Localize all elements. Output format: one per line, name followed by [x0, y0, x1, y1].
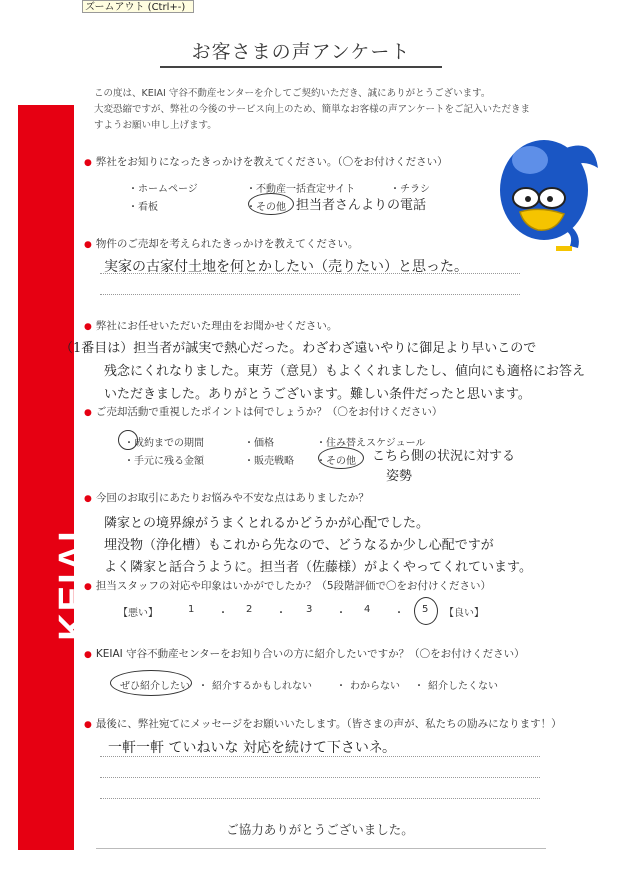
- q4-handwritten-answer-line: こちら側の状況に対する: [372, 449, 516, 464]
- rating-option-1[interactable]: 1: [188, 604, 195, 615]
- q4-option-price[interactable]: ・価格: [244, 438, 274, 449]
- q4-option-sales-strategy[interactable]: ・販売戦略: [244, 456, 294, 467]
- referral-separator: ・: [336, 681, 346, 692]
- q4-handwritten-answer-line: 姿勢: [386, 469, 413, 484]
- answer-line: [100, 294, 520, 295]
- q1-handwritten-answer: 担当者さんよりの電話: [296, 198, 427, 213]
- question-8: ● 最後に、弊社宛てにメッセージをお願いいたします。（皆さまの声が、私たちの励みになります！）: [84, 716, 562, 731]
- rating-separator: ・: [336, 608, 346, 619]
- q5-handwritten-answer-line: 隣家との境界線がうまくとれるかどうかが心配でした。: [104, 516, 430, 531]
- question-4: ● ご売却活動で重視したポイントは何でしょうか？（〇をお付けください）: [84, 404, 442, 419]
- q3-handwritten-answer-line: いただきました。ありがとうございます。難しい条件だったと思います。: [104, 387, 531, 402]
- intro-line: 大変恐縮ですが、弊社の今後のサービス向上のため、簡単なお客様の声アンケートをご記入いただきま: [94, 104, 531, 115]
- rating-option-4[interactable]: 4: [364, 604, 371, 615]
- q4-selection-circle: [318, 447, 364, 469]
- q1-option-assessment-site[interactable]: ・不動産一括査定サイト: [246, 184, 356, 195]
- q1-option-signboard[interactable]: ・看板: [128, 202, 158, 213]
- referral-option-definitely[interactable]: ぜひ紹介したい: [120, 681, 190, 692]
- q3-handwritten-answer-line: （1番目は）担当者が誠実で熱心だった。わざわざ遠いやりに御足より早いこので: [60, 341, 537, 356]
- q5-handwritten-answer-line: 埋没物（浄化槽）もこれから先なので、どうなるか少し心配ですが: [104, 538, 494, 553]
- question-1: ● 弊社をお知りになったきっかけを教えてください。（〇をお付けください）: [84, 154, 448, 169]
- question-6: ● 担当スタッフの対応や印象はいかがでしたか？（5段階評価で〇をお付けください）: [84, 578, 491, 593]
- referral-selection-circle: [110, 670, 192, 696]
- answer-line: [100, 798, 540, 799]
- referral-separator: ・: [414, 681, 424, 692]
- q4-selection-circle: [118, 430, 138, 450]
- q4-option-period[interactable]: ・成約までの期間: [124, 438, 204, 449]
- survey-title-block: [160, 38, 442, 66]
- referral-option-maybe[interactable]: 紹介するかもしれない: [212, 681, 312, 692]
- rating-separator: ・: [394, 608, 404, 619]
- q1-selection-circle: [248, 193, 294, 215]
- intro-text: [94, 86, 564, 134]
- rating-option-3[interactable]: 3: [306, 604, 313, 615]
- answer-line: [100, 756, 540, 757]
- rating-option-5[interactable]: 5: [422, 604, 429, 615]
- q4-option-schedule[interactable]: ・住み替えスケジュール: [316, 438, 426, 449]
- brand-logo-text: KEIAI: [52, 529, 94, 641]
- blue-bird-mascot-icon: [486, 128, 604, 258]
- q4-option-net-amount[interactable]: ・手元に残る金額: [124, 456, 204, 467]
- rating-label-bad: 【悪い】: [118, 608, 158, 619]
- intro-line: すようお願い申し上げます。: [94, 120, 217, 131]
- referral-option-no[interactable]: 紹介したくない: [428, 681, 498, 692]
- answer-line: [100, 777, 540, 778]
- rating-label-good: 【良い】: [444, 608, 484, 619]
- q4-option-other[interactable]: ・その他: [316, 456, 356, 467]
- q2-handwritten-answer: 実家の古家付土地を何とかしたい（売りたい）と思った。: [104, 259, 468, 275]
- survey-title: お客さまの声アンケート: [191, 41, 411, 63]
- question-7: ● KEIAI 守谷不動産センターをお知り合いの方に紹介したいですか？（〇をお付けください）: [84, 646, 525, 661]
- question-2: ● 物件のご売却を考えられたきっかけを教えてください。: [84, 236, 358, 251]
- q1-option-flyer[interactable]: ・チラシ: [390, 184, 430, 195]
- referral-option-unsure[interactable]: わからない: [350, 681, 400, 692]
- footer-divider: [96, 848, 546, 849]
- question-5: ● 今回のお取引にあたりお悩みや不安な点はありましたか？: [84, 490, 369, 505]
- question-3: ● 弊社にお任せいただいた理由をお聞かせください。: [84, 318, 337, 333]
- rating-separator: ・: [218, 608, 228, 619]
- q8-handwritten-answer: 一軒一軒 ていねいな 対応を続けて下さいネ。: [108, 740, 397, 756]
- brand-band: [18, 105, 94, 850]
- intro-line: この度は、KEIAI 守谷不動産センターを介してご契約いただき、誠にありがとうございます。: [94, 88, 491, 99]
- q3-handwritten-answer-line: 残念にくれなりました。東芳（意見）もよくくれましたし、値向にも適格にお答え: [104, 364, 586, 379]
- q1-option-homepage[interactable]: ・ホームページ: [128, 184, 198, 195]
- q5-handwritten-answer-line: よく隣家と話合うように。担当者（佐藤様）がよくやってくれています。: [104, 560, 532, 575]
- rating-option-2[interactable]: 2: [246, 604, 253, 615]
- thanks-message: ご協力ありがとうございました。: [226, 822, 414, 837]
- zoom-out-tooltip: ズームアウト (Ctrl+-): [82, 0, 194, 13]
- rating-selection-circle: [414, 597, 438, 625]
- q1-option-other[interactable]: ・その他: [246, 202, 286, 213]
- title-underline: [160, 66, 442, 68]
- answer-line: [100, 273, 520, 274]
- rating-separator: ・: [276, 608, 286, 619]
- referral-separator: ・: [198, 681, 208, 692]
